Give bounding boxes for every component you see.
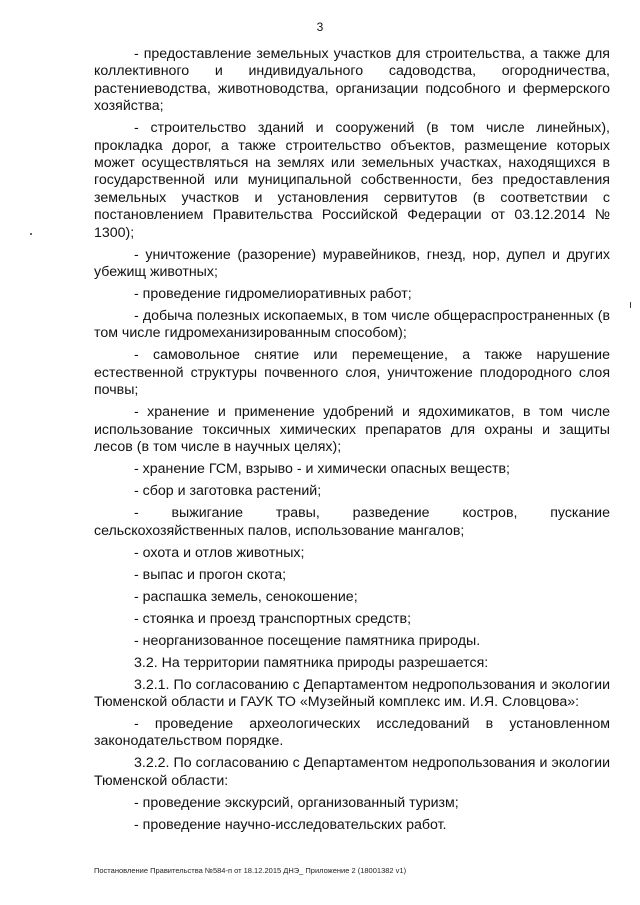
section-3-2-1: 3.2.1. По согласованию с Департаментом недропользования и экологии Тюменской области и ГАУК ТО «Музейный комплекс им. И.Я. Словцова»: bbox=[94, 676, 610, 710]
paragraph-fertilizers: - хранение и применение удобрений и ядохимикатов, в том числе использование токсичных химических препаратов для охраны и защиты лесов (в том числе в научных целях); bbox=[94, 404, 610, 456]
paragraph-research: - проведение научно-исследовательских работ. bbox=[134, 816, 447, 833]
page-number: 3 bbox=[316, 20, 324, 34]
section-3-2-2: 3.2.2. По согласованию с Департаментом недропользования и экологии Тюменской области: bbox=[94, 755, 610, 789]
paragraph-unorganized-visits: - неорганизованное посещение памятника природы. bbox=[134, 632, 481, 649]
paragraph-anthills: - уничтожение (разорение) муравейников, гнезд, нор, дупел и других убежищ животных; bbox=[94, 246, 610, 281]
paragraph-vehicles: - стоянка и проезд транспортных средств; bbox=[134, 610, 412, 627]
scan-speck bbox=[30, 233, 32, 235]
paragraph-land-plots: - предоставление земельных участков для строительства, а также для коллективного и индивидуального садоводства, огородничества, растениеводства, животноводства, организации подсобного и фермерского хозяйства; bbox=[94, 46, 610, 115]
document-body bbox=[94, 46, 610, 839]
paragraph-archaeology: - проведение археологических исследований в установленном законодательством порядке. bbox=[94, 715, 610, 750]
paragraph-plant-collection: - сбор и заготовка растений; bbox=[134, 483, 322, 500]
paragraph-burning: - выжигание травы, разведение костров, пускание сельскохозяйственных палов, использование мангалов; bbox=[94, 505, 610, 539]
paragraph-fuel-storage: - хранение ГСМ, взрыво - и химически опасных веществ; bbox=[134, 461, 510, 478]
scan-speck bbox=[630, 302, 631, 308]
paragraph-excursions: - проведение экскурсий, организованный туризм; bbox=[134, 794, 459, 811]
paragraph-soil-removal: - самовольное снятие или перемещение, а также нарушение естественной структуры почвенного слоя, уничтожение плодородного слоя почвы; bbox=[94, 347, 610, 399]
paragraph-construction: - строительство зданий и сооружений (в том числе линейных), прокладка дорог, а также строительство объектов, размещение которых может осуществляться на землях или земельных участках, находящихся в государственной или муниципальной собственности, без предоставления земельных участков и установления сервитутов (в соответствии с постановлением Правительства Российской Федерации от 03.12.2014 № 1300); bbox=[94, 120, 610, 241]
section-3-2-heading: 3.2. На территории памятника природы разрешается: bbox=[134, 654, 489, 671]
paragraph-mining: - добыча полезных ископаемых, в том числе общераспространенных (в том числе гидромеханизированным способом); bbox=[94, 308, 610, 342]
paragraph-grazing: - выпас и прогон скота; bbox=[134, 566, 287, 583]
paragraph-hunting: - охота и отлов животных; bbox=[134, 544, 305, 561]
document-footer: Постановление Правительства №584-п от 18.12.2015 ДНЭ_ Приложение 2 (18001382 v1) bbox=[94, 866, 407, 875]
paragraph-hydromelioration: - проведение гидромелиоративных работ; bbox=[134, 286, 412, 303]
paragraph-plowing: - распашка земель, сенокошение; bbox=[134, 588, 358, 605]
